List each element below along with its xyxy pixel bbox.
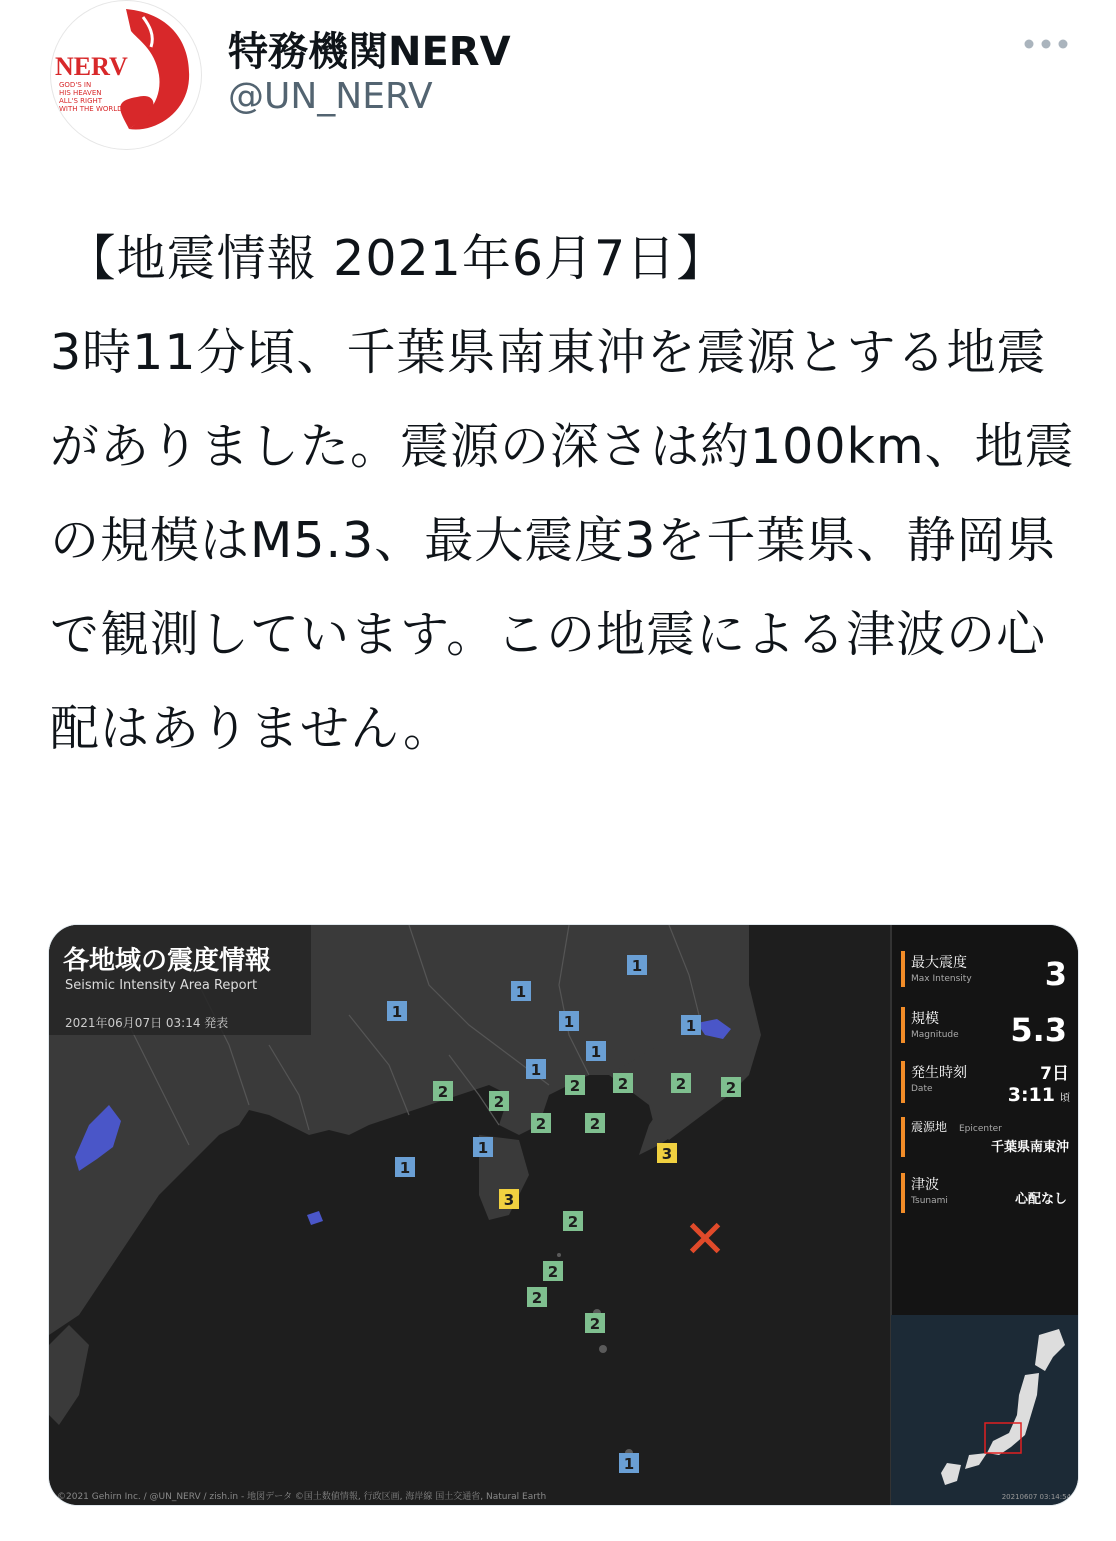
tsunami-value: 心配なし xyxy=(1014,1192,1067,1207)
svg-text:2: 2 xyxy=(589,1315,601,1333)
intensity-marker xyxy=(499,1189,519,1209)
intensity-marker xyxy=(721,1077,741,1097)
japan-inset-map xyxy=(891,1315,1078,1505)
max-intensity-label-en: Max Intensity xyxy=(911,974,972,984)
svg-text:2: 2 xyxy=(531,1289,543,1307)
intensity-marker xyxy=(657,1143,677,1163)
map-credit: ©2021 Gehirn Inc. / @UN_NERV / zish.in - 地図データ ©国土数値情報, 行政区画, 海岸線 国土交通省, Natural Earth xyxy=(57,1492,547,1502)
more-options-button[interactable] xyxy=(1016,24,1076,64)
nerv-logo xyxy=(51,1,201,149)
nerv-motto-3: ALL'S RIGHT xyxy=(59,97,103,105)
time-suffix: 頃 xyxy=(1060,1093,1070,1104)
display-name[interactable]: 特務機関NERV xyxy=(228,29,511,75)
epicenter-label-en: Epicenter xyxy=(959,1124,1002,1134)
intensity-marker xyxy=(613,1073,633,1093)
profile-avatar[interactable] xyxy=(50,0,202,150)
svg-text:1: 1 xyxy=(399,1159,411,1177)
tweet-header xyxy=(0,0,1116,160)
tsunami-label-en: Tsunami xyxy=(911,1196,948,1206)
svg-text:2: 2 xyxy=(547,1263,559,1281)
time-day: 7日 xyxy=(1040,1064,1069,1084)
tsunami-label: 津波 xyxy=(911,1177,939,1193)
max-intensity-label: 最大震度 xyxy=(911,955,967,971)
svg-text:2: 2 xyxy=(437,1083,449,1101)
user-handle[interactable]: @UN_NERV xyxy=(228,76,433,117)
time-value: 3:11 xyxy=(1007,1084,1055,1106)
intensity-marker xyxy=(527,1287,547,1307)
nerv-motto-1: GOD'S IN xyxy=(59,81,92,89)
nerv-motto-4: WITH THE WORLD xyxy=(59,105,123,113)
intensity-marker xyxy=(585,1113,605,1133)
intensity-marker xyxy=(511,981,531,1001)
svg-text:2: 2 xyxy=(675,1075,687,1093)
magnitude-label: 規模 xyxy=(911,1011,939,1027)
svg-text:2: 2 xyxy=(493,1093,505,1111)
svg-text:1: 1 xyxy=(563,1013,575,1031)
svg-text:2: 2 xyxy=(535,1115,547,1133)
nerv-logo-text: NERV xyxy=(55,52,128,81)
svg-text:1: 1 xyxy=(590,1043,602,1061)
epicenter-marker: ✕ xyxy=(683,1210,727,1270)
intensity-marker xyxy=(586,1041,606,1061)
svg-text:1: 1 xyxy=(515,983,527,1001)
intensity-marker xyxy=(531,1113,551,1133)
seismic-intensity-map xyxy=(49,925,1078,1505)
island-kozushima xyxy=(599,1345,607,1353)
epicenter-value: 千葉県南東沖 xyxy=(990,1140,1069,1155)
tweet-media-image[interactable] xyxy=(48,924,1079,1506)
magnitude-label-en: Magnitude xyxy=(911,1030,959,1040)
island-oshima xyxy=(557,1253,561,1257)
card-issued-time: 2021年06月07日 03:14 発表 xyxy=(65,1016,229,1030)
intensity-marker xyxy=(681,1015,701,1035)
svg-text:3: 3 xyxy=(661,1145,673,1163)
intensity-marker xyxy=(563,1211,583,1231)
max-intensity-value: 3 xyxy=(1044,955,1067,993)
image-timestamp: 20210607 03:14:54 xyxy=(1001,1493,1071,1501)
intensity-marker xyxy=(473,1137,493,1157)
intensity-marker xyxy=(671,1073,691,1093)
time-label-en: Date xyxy=(911,1084,933,1094)
svg-text:1: 1 xyxy=(623,1455,635,1473)
tweet-text: 【地震情報 2021年6月7日】 3時11分頃、千葉県南東沖を震源とする地震がありました。震源の深さは約100km、地震の規模はM5.3、最大震度3を千葉県、静岡県で観測しています。この地震による津波の心配はありません。 xyxy=(50,230,1075,757)
card-title: 各地域の震度情報 xyxy=(63,946,272,976)
svg-text:2: 2 xyxy=(569,1077,581,1095)
intensity-marker xyxy=(627,955,647,975)
svg-text:3: 3 xyxy=(503,1191,515,1209)
svg-text:1: 1 xyxy=(631,957,643,975)
intensity-marker xyxy=(526,1059,546,1079)
epicenter-label: 震源地 xyxy=(911,1120,948,1134)
svg-text:1: 1 xyxy=(391,1003,403,1021)
svg-text:2: 2 xyxy=(567,1213,579,1231)
intensity-marker xyxy=(433,1081,453,1101)
svg-text:2: 2 xyxy=(589,1115,601,1133)
svg-text:1: 1 xyxy=(685,1017,697,1035)
intensity-marker xyxy=(585,1313,605,1333)
svg-text:2: 2 xyxy=(725,1079,737,1097)
intensity-marker xyxy=(543,1261,563,1281)
intensity-marker xyxy=(619,1453,639,1473)
svg-text:1: 1 xyxy=(530,1061,542,1079)
svg-text:2: 2 xyxy=(617,1075,629,1093)
intensity-marker xyxy=(395,1157,415,1177)
magnitude-value: 5.3 xyxy=(1010,1011,1067,1049)
time-label: 発生時刻 xyxy=(911,1065,967,1081)
nerv-motto-2: HIS HEAVEN xyxy=(59,89,102,97)
intensity-marker xyxy=(565,1075,585,1095)
card-subtitle: Seismic Intensity Area Report xyxy=(65,978,258,993)
more-horizontal-icon xyxy=(1024,39,1068,49)
intensity-marker xyxy=(387,1001,407,1021)
svg-text:1: 1 xyxy=(477,1139,489,1157)
intensity-marker xyxy=(559,1011,579,1031)
intensity-marker xyxy=(489,1091,509,1111)
